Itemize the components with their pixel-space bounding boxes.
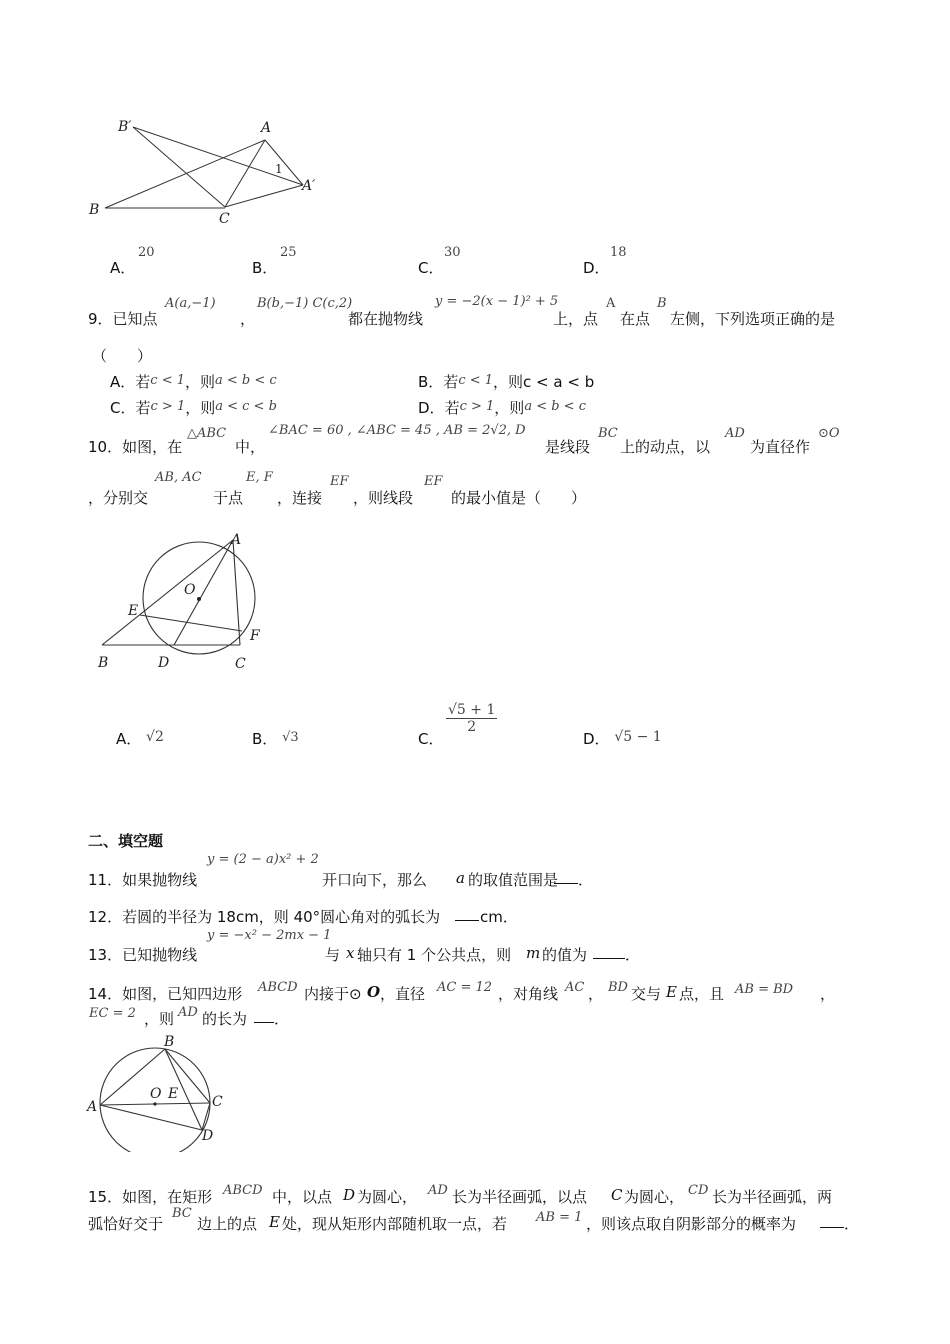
option-cond: c > 1 — [150, 399, 186, 414]
q15-line2-a: 弧恰好交于 — [88, 1215, 164, 1233]
q14-text-7: ， — [820, 985, 836, 1003]
figure-q14 — [85, 1032, 235, 1152]
q15-text-2: 为圆心， — [357, 1188, 418, 1206]
q10-text-4: 为直径作 — [750, 438, 811, 456]
q14-text-3: ，对角线 — [498, 985, 559, 1003]
option-letter: D． — [583, 730, 610, 748]
q10-ad: AD — [725, 426, 745, 441]
q8-option-a — [110, 257, 135, 278]
q10-ef-points: E, F — [246, 470, 273, 485]
fig14-label-e: E — [168, 1086, 179, 1102]
q10-number: 10．如图，在 — [88, 438, 183, 456]
fig10-label-b: B — [98, 655, 109, 671]
option-pre: 若 — [135, 399, 151, 417]
fig10-label-a: A — [231, 532, 242, 548]
option-mid: ，则 — [493, 373, 524, 391]
q15-line2-c: 处，现从矩形内部随机取一点，若 — [282, 1215, 508, 1233]
fig10-label-c: C — [235, 656, 246, 672]
q10-text-3: 上的动点，以 — [620, 438, 711, 456]
option-mid: ，则 — [185, 373, 216, 391]
q8-option-a-value: 20 — [138, 245, 155, 260]
q14-text-9: 的长为 — [202, 1010, 248, 1028]
fig8-label-c: C — [219, 211, 230, 227]
option-mid: ，则 — [185, 399, 216, 417]
fig10-label-o: O — [184, 582, 196, 598]
option-letter: B． — [418, 373, 444, 391]
option-res: a < b < c — [215, 373, 277, 388]
option-res: a < b < c — [524, 399, 586, 414]
q15-var-e: E — [269, 1213, 280, 1231]
q10-conditions: ∠BAC = 60 , ∠ABC = 45 , AB = 2√2, D — [268, 423, 526, 438]
fig8-label-aprime: A′ — [302, 178, 316, 194]
q10-bc: BC — [598, 426, 618, 441]
q9-option-a — [110, 371, 277, 392]
q14-text-5: 交与 — [631, 985, 662, 1003]
q14-ad: AD — [178, 1005, 198, 1020]
q14-ab-bd: AB = BD — [735, 982, 794, 997]
fig10-label-f: F — [250, 628, 260, 644]
q13-text-1: 与 — [325, 946, 341, 964]
q15-line2-b: 边上的点 — [197, 1215, 258, 1233]
q13-text-3: 的值为 — [542, 946, 588, 964]
fig8-label-1: 1 — [275, 162, 283, 176]
q9-b: B — [657, 296, 667, 311]
fig8-label-bprime: B′ — [118, 119, 132, 135]
q10-text-2: 是线段 — [545, 438, 591, 456]
q15-text-1: 中，以点 — [272, 1188, 333, 1206]
q10-option-b — [252, 728, 299, 749]
q15-end: ． — [844, 1215, 860, 1233]
option-letter: D． — [418, 399, 445, 417]
q9-point-a: A(a,−1) — [165, 296, 216, 311]
option-value: √3 — [282, 730, 299, 745]
q14-text-2: ，直径 — [380, 985, 426, 1003]
option-value: √5 − 1 — [614, 729, 662, 745]
fig14-label-c: C — [212, 1094, 223, 1110]
option-letter: B． — [252, 730, 278, 748]
q9-parabola: y = −2(x − 1)² + 5 — [435, 294, 559, 309]
q10-option-d — [583, 728, 662, 749]
q8-option-b-value: 25 — [280, 245, 297, 260]
q14-bd: BD — [608, 980, 628, 995]
q10-abac: AB, AC — [155, 470, 202, 485]
q9-text-3: 在点 — [620, 310, 651, 328]
q14-quad: ABCD — [258, 980, 298, 995]
q11-parabola: y = (2 − a)x² + 2 — [207, 852, 319, 867]
q14-end: ． — [274, 1010, 290, 1028]
q8-option-c-value: 30 — [444, 245, 461, 260]
option-cond: c > 1 — [459, 399, 495, 414]
q10-line2-c: ，连接 — [277, 489, 323, 507]
q15-text-4: 为圆心， — [624, 1188, 685, 1206]
q9-text-1: 都在抛物线 — [348, 310, 424, 328]
q13-var-x: x — [346, 944, 355, 962]
q15-text-3: 长为半径画弧，以点 — [452, 1188, 588, 1206]
option-letter: A． — [110, 259, 136, 277]
option-letter: A． — [110, 373, 136, 391]
figure-q10 — [90, 528, 280, 678]
fraction-numerator: √5 + 1 — [448, 702, 496, 718]
option-letter: A． — [116, 730, 142, 748]
option-letter: C． — [418, 259, 444, 277]
fig10-label-d: D — [158, 655, 170, 671]
q13-parabola: y = −x² − 2mx − 1 — [207, 928, 332, 943]
q14-ac: AC — [565, 980, 585, 995]
q15-ab: AB = 1 — [536, 1210, 583, 1225]
q10-ef-1: EF — [330, 474, 349, 489]
q10-triangle: △ABC — [187, 426, 227, 441]
q13-pre: 13．已知抛物线 — [88, 946, 198, 964]
fig8-label-a: A — [261, 120, 272, 136]
q15-bc: BC — [172, 1206, 192, 1221]
q9-text-2: 上，点 — [553, 310, 599, 328]
q15-line2-d: ，则该点取自阴影部分的概率为 — [586, 1215, 797, 1233]
option-letter: C． — [418, 730, 444, 748]
q14-text-4: ， — [588, 985, 604, 1003]
q10-line2-d: ，则线段 — [353, 489, 414, 507]
fig8-label-b: B — [89, 202, 100, 218]
fig10-label-e: E — [128, 603, 139, 619]
option-value: √2 — [146, 729, 164, 745]
option-pre: 若 — [444, 399, 460, 417]
fraction-denominator: 2 — [467, 719, 477, 735]
q12-answer-blank — [455, 906, 479, 921]
q9-points-bc: B(b,−1) C(c,2) — [257, 296, 353, 311]
q14-var-e: E — [666, 983, 677, 1001]
q8-option-d — [583, 257, 610, 278]
q14-diameter: AC = 12 — [437, 980, 493, 995]
fig14-label-d: D — [202, 1128, 214, 1144]
q9-text-4: 左侧，下列选项正确的是 — [670, 310, 836, 328]
option-letter: D． — [583, 259, 610, 277]
q9-a: A — [606, 296, 616, 311]
section-title: 二、填空题 — [88, 832, 164, 850]
option-letter: C． — [110, 399, 136, 417]
q10-option-c — [418, 728, 443, 749]
q10-line2-b: 于点 — [213, 489, 244, 507]
option-cond: c < 1 — [150, 373, 185, 388]
q9-paren: （ ） — [92, 347, 153, 365]
q9-number: 9．已知点 — [88, 310, 158, 328]
fig14-label-a: A — [87, 1099, 98, 1115]
option-cond: c < 1 — [458, 373, 494, 388]
q15-rect: ABCD — [223, 1183, 263, 1198]
q15-text-5: 长为半径画弧，两 — [712, 1188, 833, 1206]
q13-text-2: 轴只有 1 个公共点，则 — [357, 946, 512, 964]
q15-ad: AD — [428, 1183, 448, 1198]
option-res: c < a < b — [523, 373, 595, 391]
q11-answer-blank — [554, 869, 578, 884]
q13-answer-blank — [593, 944, 625, 959]
q14-ec: EC = 2 — [89, 1006, 136, 1021]
figure-q8 — [85, 115, 335, 230]
q12-post: cm． — [480, 908, 518, 926]
q9-option-b — [418, 371, 594, 392]
option-res: a < c < b — [215, 399, 277, 414]
q11-post-1: 开口向下，那么 — [322, 871, 428, 889]
q9-option-c — [110, 397, 277, 418]
q8-option-d-value: 18 — [610, 245, 627, 260]
q10-ef-2: EF — [424, 474, 443, 489]
q12-pre: 12．若圆的半径为 18cm，则 40°圆心角对的弧长为 — [88, 908, 441, 926]
q10-line2-e: 的最小值是（ ） — [451, 489, 587, 507]
q13-end: ． — [625, 946, 641, 964]
q14-text-1: 内接于⊙ — [304, 985, 362, 1003]
q11-var-a: a — [456, 869, 465, 887]
q10-circle-o: ⊙O — [818, 426, 840, 441]
q10-line2-a: ，分别交 — [88, 489, 149, 507]
q11-post-2: 的取值范围是 — [468, 871, 559, 889]
q9-comma: ， — [240, 310, 256, 328]
q15-var-c: C — [611, 1186, 623, 1204]
q14-text-8: ，则 — [144, 1010, 175, 1028]
fig14-label-b: B — [164, 1034, 175, 1050]
q14-answer-blank — [254, 1008, 274, 1023]
q14-var-o: O — [367, 983, 381, 1001]
q9-option-d — [418, 397, 586, 418]
q15-pre: 15．如图，在矩形 — [88, 1188, 213, 1206]
q15-cd: CD — [688, 1183, 709, 1198]
q11-end: ． — [578, 871, 594, 889]
q10-text-1: 中， — [235, 438, 266, 456]
q8-option-c — [418, 257, 443, 278]
q10-option-a — [116, 728, 164, 749]
option-letter: B． — [252, 259, 278, 277]
option-pre: 若 — [443, 373, 459, 391]
q14-pre: 14．如图，已知四边形 — [88, 985, 243, 1003]
option-pre: 若 — [135, 373, 151, 391]
q14-text-6: 点，且 — [679, 985, 725, 1003]
q8-option-b — [252, 257, 277, 278]
option-mid: ，则 — [494, 399, 525, 417]
q15-answer-blank — [820, 1213, 844, 1228]
q10-option-c-fraction — [446, 702, 497, 735]
q13-var-m: m — [526, 944, 541, 962]
q15-var-d: D — [343, 1186, 356, 1204]
fig14-label-o: O — [150, 1086, 162, 1102]
q11-pre: 11．如果抛物线 — [88, 871, 198, 889]
